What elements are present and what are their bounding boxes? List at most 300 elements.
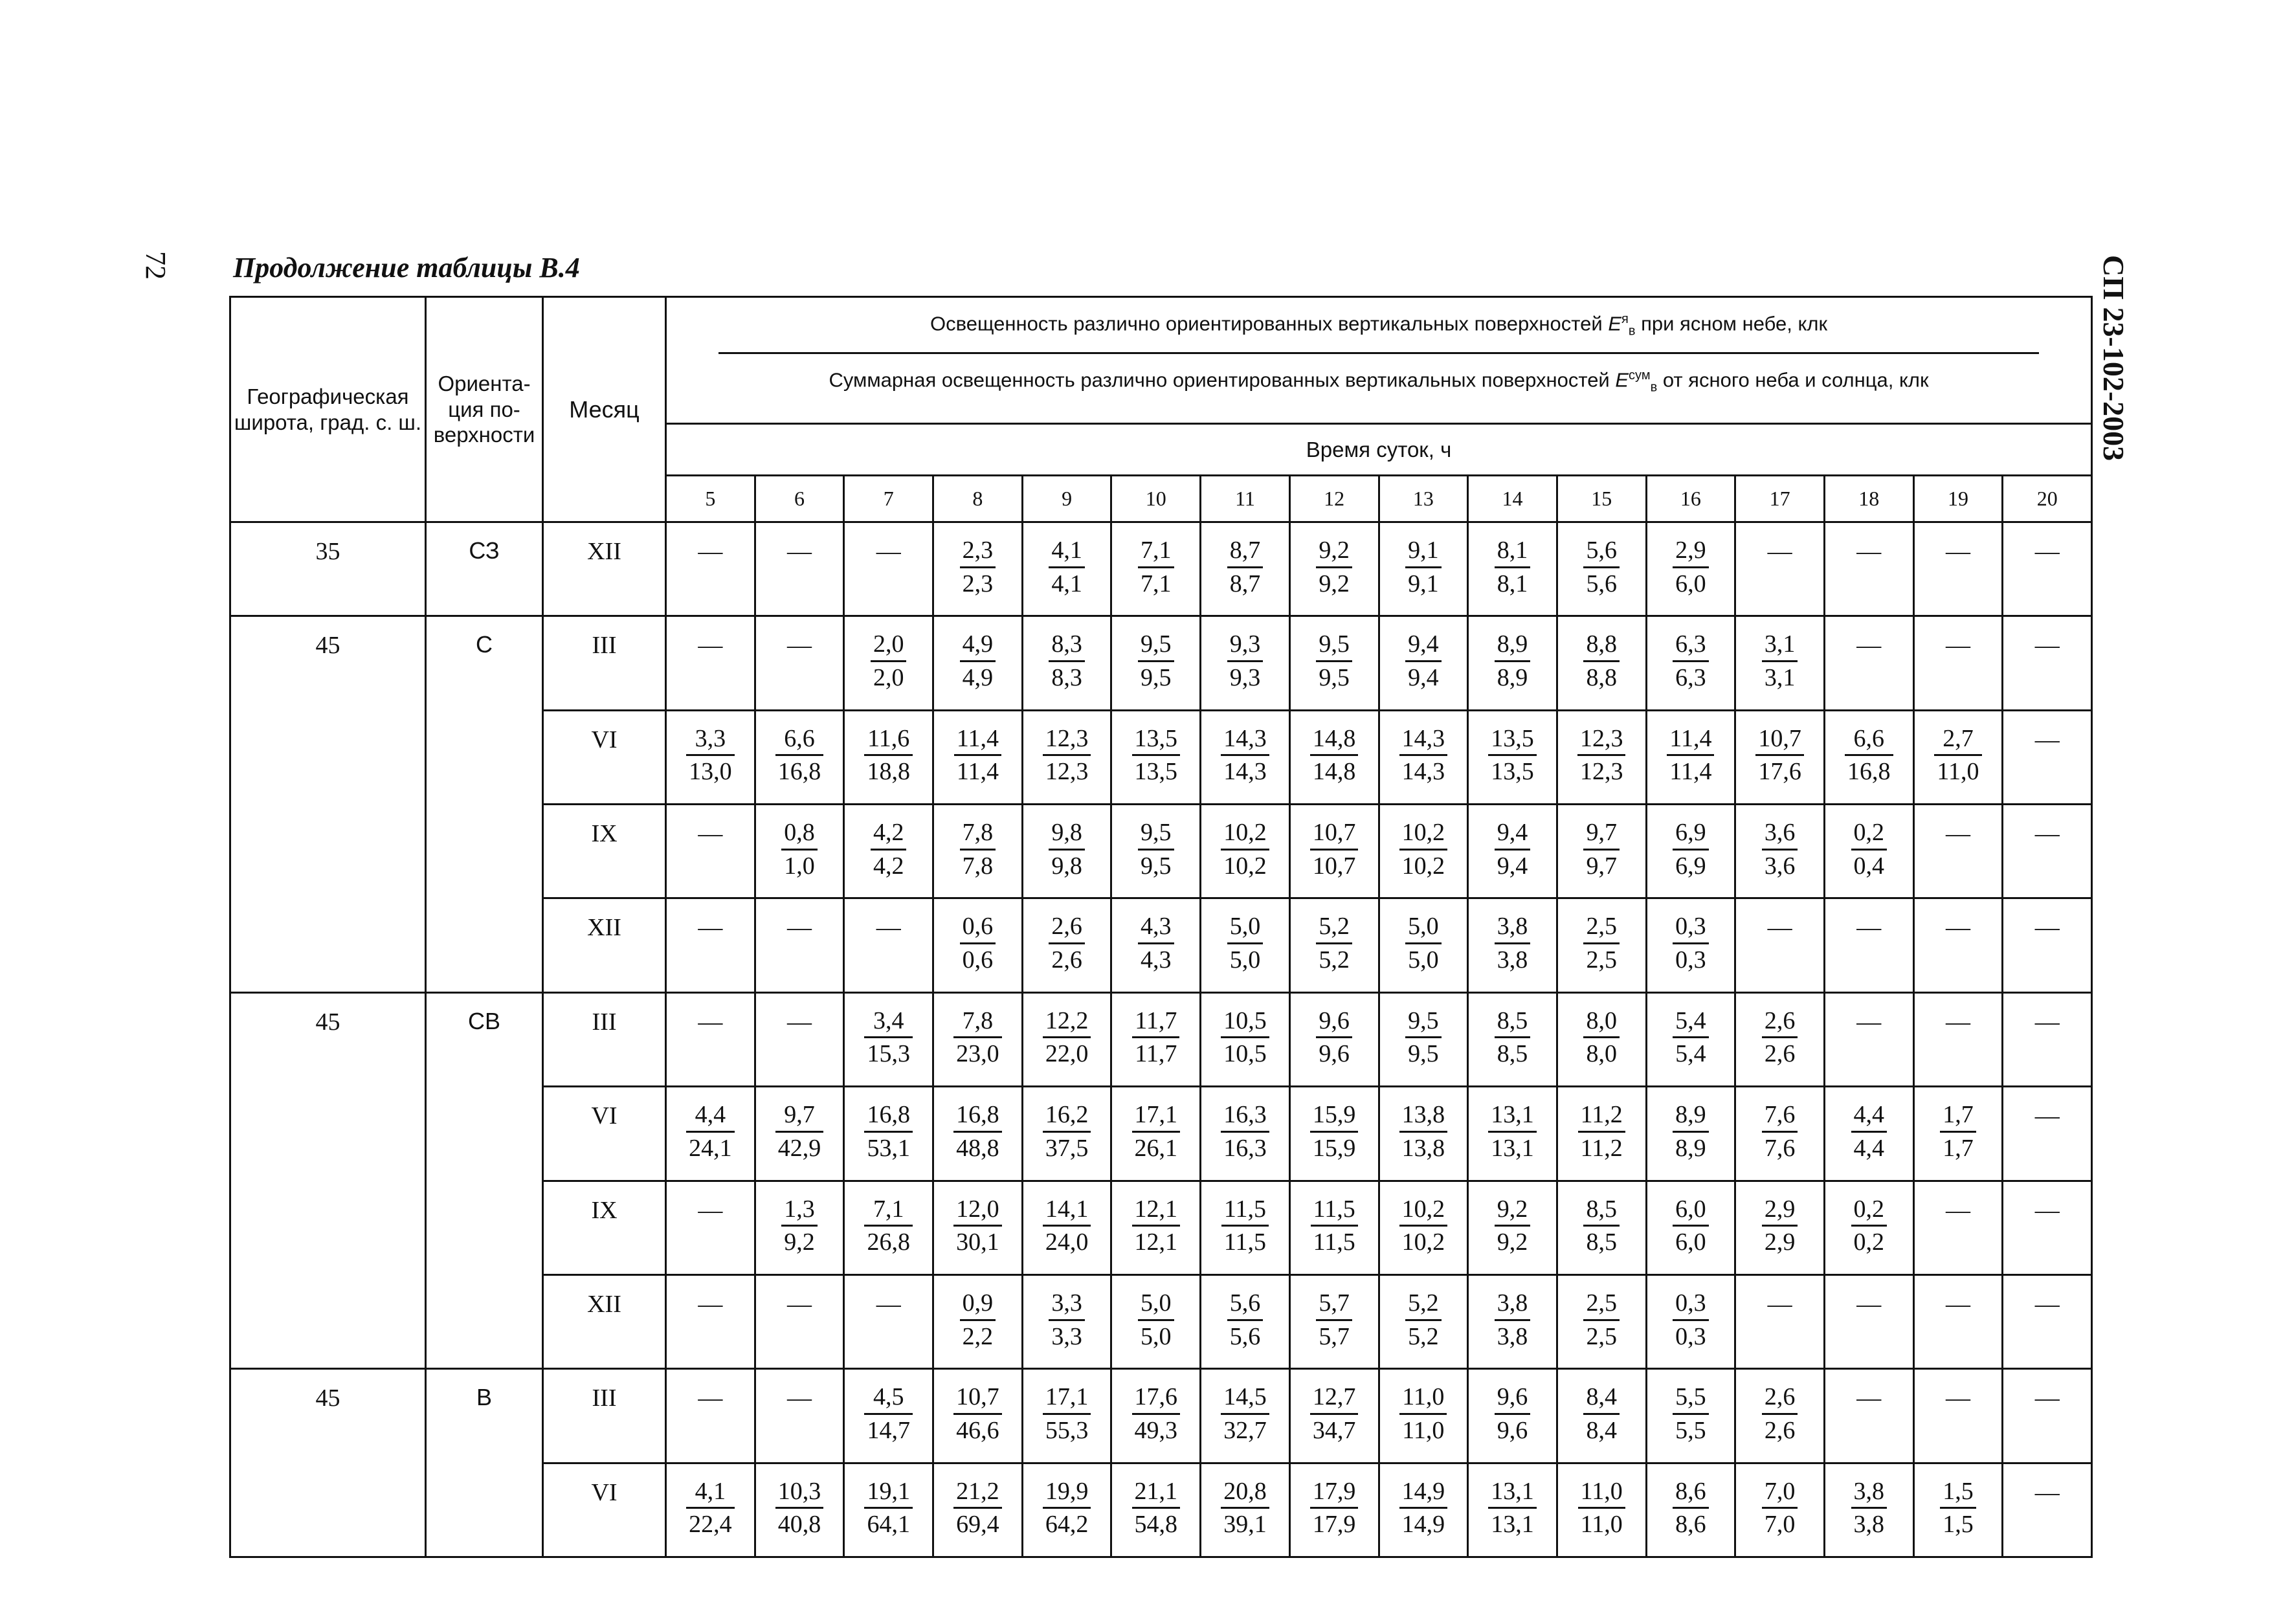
empty-value-cell — [844, 522, 933, 616]
fraction — [1043, 1099, 1091, 1164]
clear-sky-value: 10,2 — [1399, 1194, 1448, 1227]
fraction — [1851, 1099, 1888, 1164]
clear-sky-value: 9,8 — [1049, 817, 1085, 851]
clear-sky-value: 3,6 — [1762, 817, 1798, 851]
dash: — — [2034, 1290, 2060, 1318]
clear-sky-value: 9,2 — [1316, 535, 1352, 568]
clear-sky-value: 13,1 — [1488, 1099, 1537, 1133]
illumination-value-cell — [1379, 1181, 1468, 1274]
hour-header: 19 — [1913, 476, 2003, 522]
clear-sky-value: 10,7 — [953, 1381, 1002, 1415]
orientation-cell: В — [426, 1369, 543, 1557]
total-value: 9,1 — [1408, 570, 1439, 597]
illumination-value-cell — [755, 1181, 844, 1274]
dash: — — [876, 1290, 901, 1318]
total-value: 2,6 — [1051, 946, 1082, 974]
total-value: 3,8 — [1497, 946, 1528, 974]
empty-value-cell — [1824, 616, 1913, 710]
month-cell: III — [543, 1369, 666, 1463]
illumination-value-cell — [1201, 1181, 1290, 1274]
illumination-value-cell — [1111, 616, 1201, 710]
total-value: 10,7 — [1312, 852, 1356, 880]
empty-value-cell — [1913, 616, 2003, 710]
illumination-value-cell — [1289, 898, 1379, 992]
total-value: 30,1 — [956, 1229, 999, 1256]
fraction — [1673, 535, 1709, 599]
fraction — [1311, 1194, 1358, 1258]
illumination-value-cell — [1379, 898, 1468, 992]
fraction — [1132, 1476, 1181, 1541]
total-value: 4,4 — [1853, 1134, 1885, 1162]
fraction — [1940, 1476, 1976, 1541]
total-value: 15,9 — [1312, 1134, 1356, 1162]
illumination-value-cell — [1111, 1274, 1201, 1368]
total-value: 13,0 — [689, 758, 732, 786]
illumination-value-cell — [755, 1463, 844, 1557]
total-value: 4,9 — [962, 663, 994, 691]
fraction — [1132, 1099, 1181, 1164]
fraction — [1227, 535, 1264, 599]
total-value: 3,6 — [1764, 852, 1796, 880]
fraction — [1673, 1099, 1709, 1164]
empty-value-cell — [666, 1369, 755, 1463]
fraction — [1138, 1287, 1174, 1352]
empty-value-cell — [2003, 1274, 2092, 1368]
illumination-value-cell — [933, 992, 1023, 1086]
fraction — [1495, 1005, 1531, 1070]
fraction — [1495, 628, 1531, 693]
illumination-value-cell — [1201, 1087, 1290, 1181]
empty-value-cell — [2003, 616, 2092, 710]
empty-value-cell — [666, 898, 755, 992]
total-value: 11,7 — [1135, 1040, 1177, 1068]
fraction — [1310, 1099, 1359, 1164]
illumination-value-cell — [1646, 805, 1735, 898]
clear-sky-value: 5,6 — [1583, 535, 1620, 568]
total-value: 7,8 — [962, 852, 994, 880]
illumination-value-cell — [1201, 992, 1290, 1086]
total-value: 5,6 — [1586, 570, 1617, 597]
illumination-value-cell — [844, 710, 933, 804]
clear-sky-value: 9,7 — [775, 1099, 824, 1133]
clear-sky-value: 17,9 — [1310, 1476, 1359, 1509]
clear-sky-value: 5,2 — [1405, 1287, 1442, 1321]
illumination-value-cell — [1379, 1369, 1468, 1463]
total-value: 7,6 — [1764, 1134, 1796, 1162]
empty-value-cell — [755, 992, 844, 1086]
hour-header: 10 — [1111, 476, 1201, 522]
fraction — [1495, 535, 1531, 599]
illumination-value-cell — [1913, 1463, 2003, 1557]
fraction — [953, 1194, 1002, 1258]
dash: — — [787, 632, 812, 660]
dash: — — [1945, 914, 1970, 942]
illumination-value-cell — [1468, 1181, 1557, 1274]
illumination-value-cell — [1557, 898, 1646, 992]
total-value: 12,1 — [1134, 1229, 1178, 1256]
illumination-value-cell — [1201, 616, 1290, 710]
fraction — [1583, 1194, 1620, 1258]
empty-value-cell — [2003, 805, 2092, 898]
fraction — [781, 1194, 818, 1258]
illumination-value-cell — [1468, 1463, 1557, 1557]
illumination-value-cell — [844, 1369, 933, 1463]
clear-sky-value: 6,6 — [1845, 723, 1893, 757]
dash: — — [1767, 914, 1792, 942]
fraction — [686, 723, 735, 788]
illumination-value-cell — [1111, 898, 1201, 992]
clear-sky-value: 7,8 — [953, 1005, 1002, 1039]
illumination-value-cell — [1735, 1181, 1825, 1274]
total-value: 13,8 — [1401, 1134, 1445, 1162]
illumination-value-cell — [1468, 1274, 1557, 1368]
illumination-value-cell — [1468, 616, 1557, 710]
illumination-value-cell — [1201, 1463, 1290, 1557]
total-value: 9,5 — [1408, 1040, 1439, 1068]
illumination-value-cell — [1289, 522, 1379, 616]
fraction — [1310, 817, 1359, 882]
total-value: 10,5 — [1223, 1040, 1267, 1068]
total-value: 7,1 — [1141, 570, 1172, 597]
clear-sky-value: 2,9 — [1762, 1194, 1798, 1227]
illumination-value-cell — [933, 1087, 1023, 1181]
illumination-value-cell — [755, 710, 844, 804]
latitude-cell: 35 — [230, 522, 426, 616]
total-value: 8,4 — [1586, 1416, 1617, 1444]
clear-sky-value: 7,1 — [864, 1194, 913, 1227]
fraction — [1049, 535, 1085, 599]
clear-sky-value: 3,8 — [1495, 1287, 1531, 1321]
clear-sky-value: 12,2 — [1043, 1005, 1091, 1039]
hour-header: 17 — [1735, 476, 1825, 522]
clear-sky-value: 14,1 — [1043, 1194, 1091, 1227]
dash: — — [787, 914, 812, 942]
total-value: 34,7 — [1312, 1416, 1356, 1444]
fraction — [686, 1476, 735, 1541]
clear-sky-value: 4,3 — [1138, 911, 1174, 944]
empty-value-cell — [2003, 1181, 2092, 1274]
illumination-value-cell — [1646, 898, 1735, 992]
clear-sky-value: 14,9 — [1399, 1476, 1448, 1509]
total-value: 12,3 — [1045, 758, 1089, 786]
clear-sky-value: 7,8 — [960, 817, 996, 851]
total-value: 5,6 — [1229, 1322, 1261, 1350]
clear-sky-value: 8,8 — [1583, 628, 1620, 662]
fraction — [1488, 1476, 1537, 1541]
clear-sky-value: 10,2 — [1221, 817, 1269, 851]
dash: — — [1945, 1008, 1970, 1036]
fraction — [864, 1099, 913, 1164]
total-value: 9,5 — [1141, 663, 1172, 691]
illumination-value-cell — [1022, 1087, 1111, 1181]
total-value: 16,8 — [777, 758, 821, 786]
total-value: 48,8 — [956, 1134, 999, 1162]
empty-value-cell — [666, 992, 755, 1086]
clear-sky-value: 16,8 — [864, 1099, 913, 1133]
illumination-value-cell — [1735, 1087, 1825, 1181]
dash: — — [2034, 1102, 2060, 1130]
empty-value-cell — [1913, 1274, 2003, 1368]
illumination-value-cell — [1468, 1369, 1557, 1463]
clear-sky-value: 11,0 — [1399, 1381, 1447, 1415]
fraction — [1405, 1287, 1442, 1352]
dash: — — [1767, 1290, 1792, 1318]
illumination-value-cell — [1289, 992, 1379, 1086]
illumination-value-cell — [1913, 710, 2003, 804]
fraction — [1762, 628, 1798, 693]
hour-header: 8 — [933, 476, 1023, 522]
total-value: 2,3 — [962, 570, 994, 597]
clear-sky-value: 9,7 — [1583, 817, 1620, 851]
empty-value-cell — [666, 1181, 755, 1274]
total-value: 64,1 — [867, 1511, 910, 1539]
clear-sky-value: 9,2 — [1495, 1194, 1531, 1227]
illumination-value-cell — [1379, 1274, 1468, 1368]
clear-sky-value: 9,5 — [1405, 1005, 1442, 1039]
dash: — — [787, 538, 812, 565]
clear-sky-value: 4,2 — [871, 817, 907, 851]
illumination-value-cell — [1468, 710, 1557, 804]
fraction — [1583, 1287, 1620, 1352]
illumination-value-cell — [1824, 805, 1913, 898]
empty-value-cell — [1913, 1181, 2003, 1274]
clear-sky-value: 7,6 — [1762, 1099, 1798, 1133]
clear-sky-value: 8,4 — [1583, 1381, 1620, 1415]
clear-sky-value: 9,5 — [1316, 628, 1352, 662]
fraction — [1043, 1476, 1091, 1541]
empty-value-cell — [2003, 1369, 2092, 1463]
dash: — — [1945, 538, 1970, 565]
dash: — — [698, 1008, 723, 1036]
illumination-value-cell — [1111, 522, 1201, 616]
total-value: 5,7 — [1319, 1322, 1350, 1350]
fraction — [775, 723, 824, 788]
total-value: 0,6 — [962, 946, 994, 974]
illumination-value-cell — [1646, 1087, 1735, 1181]
fraction — [871, 817, 907, 882]
month-cell: III — [543, 616, 666, 710]
clear-sky-value: 2,6 — [1762, 1005, 1798, 1039]
clear-sky-value: 11,5 — [1221, 1194, 1269, 1227]
orientation-cell: СВ — [426, 992, 543, 1368]
clear-sky-value: 1,3 — [781, 1194, 818, 1227]
total-value: 46,6 — [956, 1416, 999, 1444]
total-value: 14,3 — [1401, 758, 1445, 786]
dash: — — [2034, 1385, 2060, 1412]
fraction — [1227, 1287, 1264, 1352]
fraction — [1577, 723, 1626, 788]
clear-sky-value: 1,5 — [1940, 1476, 1976, 1509]
total-value: 2,2 — [962, 1322, 994, 1350]
clear-sky-value: 5,0 — [1227, 911, 1264, 944]
clear-sky-value: 21,2 — [953, 1476, 1002, 1509]
total-value: 5,2 — [1408, 1322, 1439, 1350]
illumination-value-cell — [1468, 898, 1557, 992]
total-value: 8,5 — [1586, 1229, 1617, 1256]
total-value: 1,7 — [1943, 1134, 1974, 1162]
illumination-value-cell — [1022, 992, 1111, 1086]
empty-value-cell — [1913, 1369, 2003, 1463]
clear-sky-value: 8,9 — [1673, 1099, 1709, 1133]
clear-sky-value: 11,5 — [1311, 1194, 1358, 1227]
total-value: 2,5 — [1586, 946, 1617, 974]
clear-sky-value: 8,5 — [1583, 1194, 1620, 1227]
clear-sky-value: 19,9 — [1043, 1476, 1091, 1509]
total-value: 54,8 — [1134, 1511, 1178, 1539]
fraction — [1762, 817, 1798, 882]
empty-value-cell — [2003, 898, 2092, 992]
empty-value-cell — [1913, 898, 2003, 992]
illumination-value-cell — [1201, 898, 1290, 992]
illumination-value-cell — [1289, 805, 1379, 898]
illumination-value-cell — [933, 710, 1023, 804]
clear-sky-value: 5,2 — [1316, 911, 1352, 944]
document-code: СП 23-102-2003 — [2097, 255, 2130, 462]
total-value: 6,9 — [1675, 852, 1706, 880]
clear-sky-illumination-label: Освещенность различно ориентированных вертикальных поверхностей $E^я_в$ при ясном небе, клк — [930, 312, 1828, 339]
clear-sky-value: 4,5 — [864, 1381, 913, 1415]
dash: — — [1856, 1008, 1882, 1036]
clear-sky-value: 13,5 — [1488, 723, 1537, 757]
total-value: 13,5 — [1491, 758, 1534, 786]
clear-sky-value: 12,0 — [953, 1194, 1002, 1227]
fraction — [1138, 911, 1174, 975]
fraction — [686, 1099, 735, 1164]
total-value: 9,2 — [1319, 570, 1350, 597]
fraction — [864, 723, 913, 788]
illumination-value-cell — [1646, 1463, 1735, 1557]
fraction — [1138, 535, 1174, 599]
clear-sky-value: 2,0 — [871, 628, 907, 662]
month-cell: VI — [543, 1087, 666, 1181]
fraction — [1583, 535, 1620, 599]
clear-sky-value: 12,3 — [1043, 723, 1091, 757]
total-value: 13,1 — [1491, 1134, 1534, 1162]
fraction — [1227, 911, 1264, 975]
clear-sky-value: 11,2 — [1578, 1099, 1625, 1133]
total-value: 42,9 — [777, 1134, 821, 1162]
illumination-value-cell — [1289, 1369, 1379, 1463]
fraction — [1673, 1005, 1709, 1070]
clear-sky-value: 2,7 — [1934, 723, 1981, 757]
clear-sky-value: 8,6 — [1673, 1476, 1709, 1509]
fraction — [1673, 1194, 1709, 1258]
hour-header: 15 — [1557, 476, 1646, 522]
total-value: 7,0 — [1764, 1511, 1796, 1539]
fraction — [1310, 1381, 1359, 1446]
dash: — — [2034, 914, 2060, 942]
dash: — — [1856, 914, 1882, 942]
total-value: 11,4 — [956, 758, 999, 786]
total-value: 17,9 — [1312, 1511, 1356, 1539]
fraction — [1762, 1194, 1798, 1258]
table-row — [230, 1369, 2092, 1463]
time-of-day-header: Время суток, ч — [666, 424, 2092, 476]
empty-value-cell — [1735, 1274, 1825, 1368]
illumination-value-cell — [1468, 992, 1557, 1086]
fraction — [1762, 1099, 1798, 1164]
total-value: 24,0 — [1045, 1229, 1089, 1256]
empty-value-cell — [1824, 992, 1913, 1086]
illumination-value-cell — [1557, 1181, 1646, 1274]
clear-sky-value: 12,1 — [1132, 1194, 1181, 1227]
fraction — [1221, 1099, 1269, 1164]
illumination-value-cell — [1289, 1463, 1379, 1557]
dash: — — [2034, 632, 2060, 660]
illumination-value-cell — [1201, 1369, 1290, 1463]
dash: — — [1945, 1385, 1970, 1412]
clear-sky-value: 16,2 — [1043, 1099, 1091, 1133]
total-value: 11,2 — [1580, 1134, 1623, 1162]
fraction — [1495, 911, 1531, 975]
illumination-value-cell — [1557, 616, 1646, 710]
fraction — [1673, 817, 1709, 882]
clear-sky-value: 10,7 — [1310, 817, 1359, 851]
clear-sky-value: 13,1 — [1488, 1476, 1537, 1509]
clear-sky-value: 8,7 — [1227, 535, 1264, 568]
clear-sky-value: 0,2 — [1851, 1194, 1888, 1227]
empty-value-cell — [755, 616, 844, 710]
clear-sky-value: 11,0 — [1578, 1476, 1625, 1509]
illumination-value-cell — [1379, 992, 1468, 1086]
illumination-value-cell — [1289, 710, 1379, 804]
total-value: 9,6 — [1319, 1040, 1350, 1068]
clear-sky-value: 6,3 — [1673, 628, 1709, 662]
fraction — [1762, 1381, 1798, 1446]
latitude-header: Географическая широта, град. с. ш. — [230, 297, 426, 522]
dash: — — [1767, 538, 1792, 565]
fraction — [1755, 723, 1804, 788]
illumination-value-cell — [1735, 805, 1825, 898]
dash: — — [2034, 820, 2060, 848]
total-value: 9,3 — [1229, 663, 1261, 691]
dash: — — [698, 1196, 723, 1224]
total-value: 4,3 — [1141, 946, 1172, 974]
total-value: 39,1 — [1223, 1511, 1267, 1539]
clear-sky-value: 5,6 — [1227, 1287, 1264, 1321]
total-value: 10,2 — [1401, 1229, 1445, 1256]
clear-sky-value: 8,5 — [1495, 1005, 1531, 1039]
illumination-value-cell — [1557, 1463, 1646, 1557]
empty-value-cell — [755, 1369, 844, 1463]
clear-sky-value: 9,5 — [1138, 628, 1174, 662]
fraction — [1310, 1476, 1359, 1541]
total-value: 5,4 — [1675, 1040, 1706, 1068]
fraction — [1316, 1287, 1352, 1352]
illumination-value-cell — [933, 805, 1023, 898]
total-value: 9,5 — [1141, 852, 1172, 880]
clear-sky-value: 16,3 — [1221, 1099, 1269, 1133]
clear-sky-value: 0,9 — [960, 1287, 996, 1321]
dash: — — [787, 1290, 812, 1318]
fraction — [1583, 817, 1620, 882]
clear-sky-value: 4,1 — [1049, 535, 1085, 568]
fraction — [1399, 1194, 1448, 1258]
illumination-value-cell — [1735, 1463, 1825, 1557]
month-header: Месяц — [543, 297, 666, 522]
total-value: 55,3 — [1045, 1416, 1089, 1444]
fraction — [1132, 1381, 1181, 1446]
clear-sky-value: 2,5 — [1583, 911, 1620, 944]
clear-sky-value: 3,3 — [1049, 1287, 1085, 1321]
hour-header: 18 — [1824, 476, 1913, 522]
clear-sky-value: 20,8 — [1221, 1476, 1269, 1509]
clear-sky-value: 5,0 — [1138, 1287, 1174, 1321]
fraction — [1399, 1381, 1447, 1446]
clear-sky-value: 10,5 — [1221, 1005, 1269, 1039]
clear-sky-value: 4,4 — [686, 1099, 735, 1133]
illumination-value-cell — [1824, 1181, 1913, 1274]
